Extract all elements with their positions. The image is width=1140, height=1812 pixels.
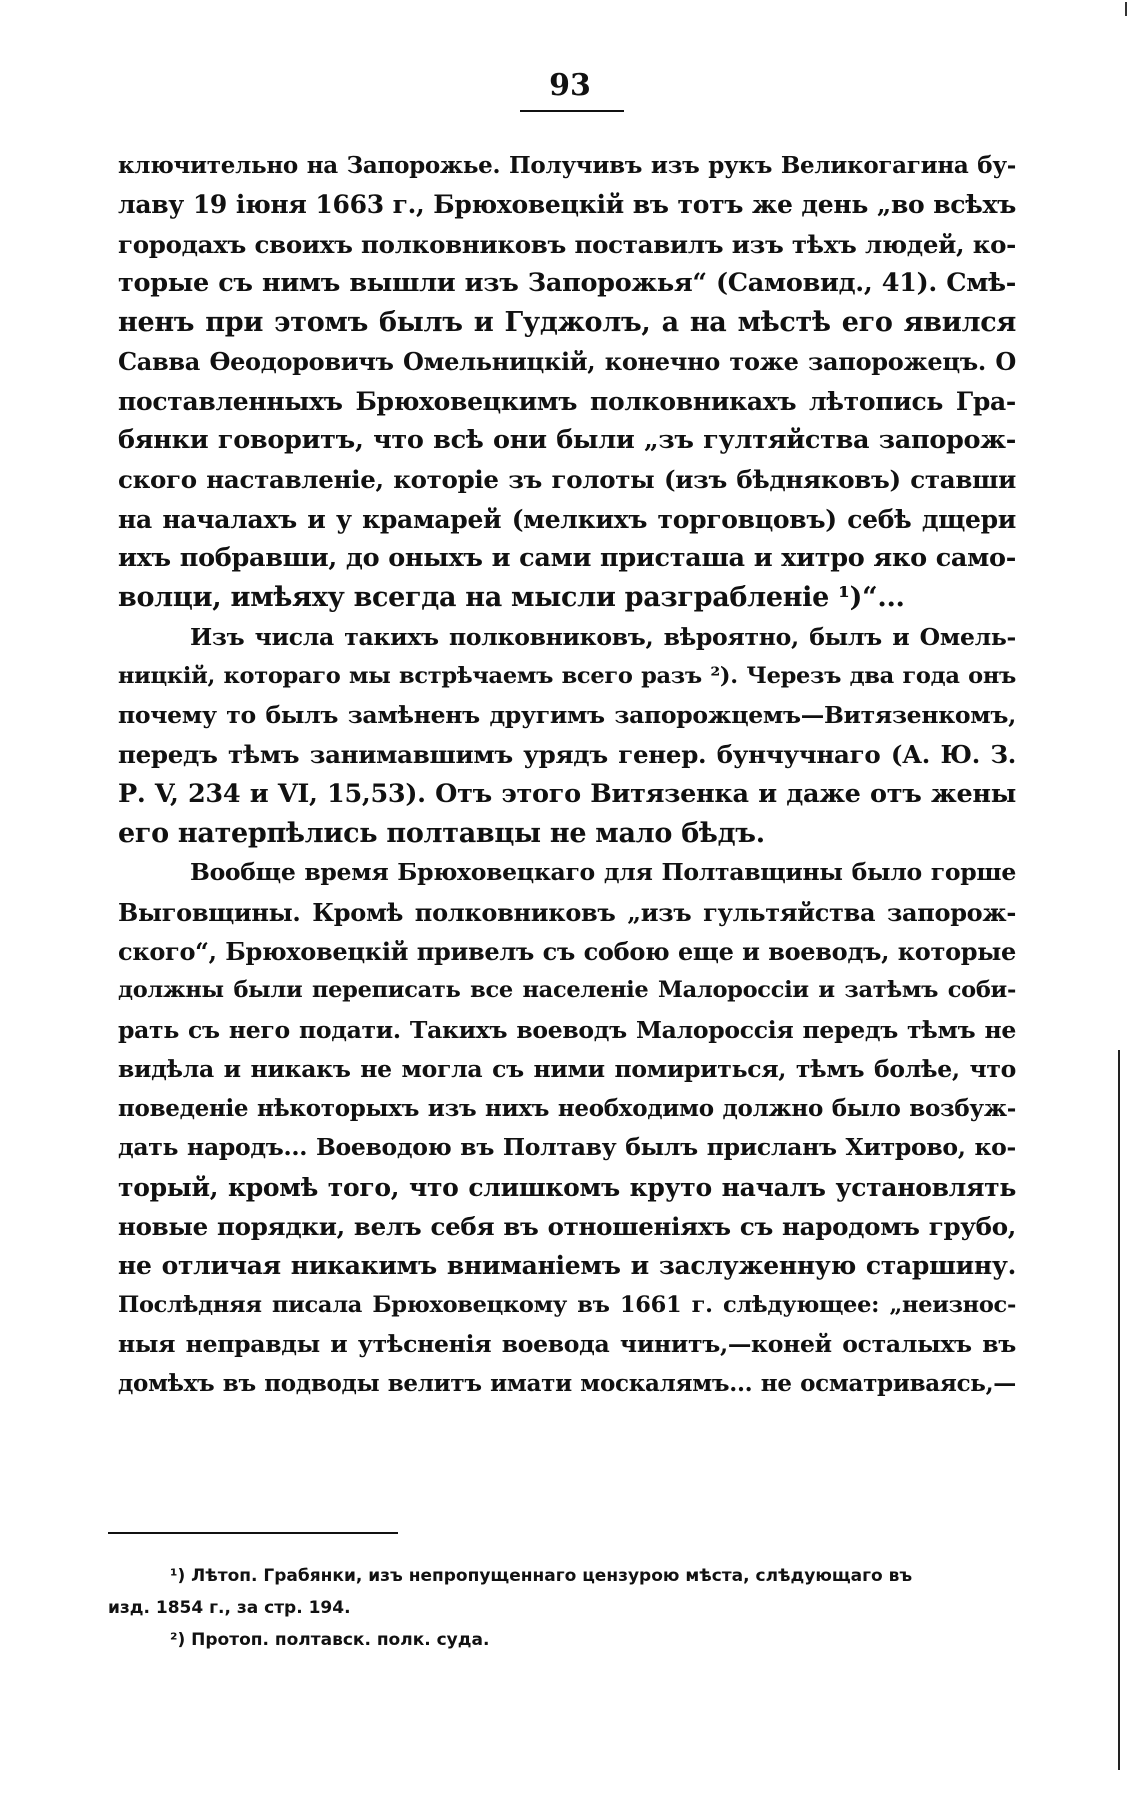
page-number: 93 (549, 68, 591, 103)
text-line: не отличая никакимъ вниманіемъ и заслуженную старшину. (118, 1251, 1016, 1281)
text-line: ского наставленіе, которіе зъ голоты (изъ бѣдняковъ) ставши (118, 465, 1016, 495)
text-line: почему то былъ замѣненъ другимъ запорожцемъ—Витязенкомъ, (118, 701, 1016, 730)
page-edge-line (1118, 1050, 1120, 1770)
page-number-underline (520, 110, 624, 112)
text-line: ского“, Брюховецкій привелъ съ собою еще и воеводъ, которые (118, 936, 1016, 966)
text-line: ныя неправды и утѣсненія воевода чинитъ,—коней осталыхъ въ (118, 1329, 1016, 1358)
scan-edge-mark (1125, 2, 1127, 16)
text-line: домѣхъ въ подводы велитъ имати москалямъ... не осматриваясь,— (118, 1370, 1016, 1398)
text-line: поставленныхъ Брюховецкимъ полковникахъ лѣтопись Гра- (118, 386, 1016, 416)
text-line: поведеніе нѣкоторыхъ изъ нихъ необходимо должно было возбуж- (118, 1095, 1016, 1123)
text-line: бянки говоритъ, что всѣ они были „зъ гултяйства запорож- (118, 425, 1016, 456)
text-line: Вообще время Брюховецкаго для Полтавщины было горше (190, 858, 1016, 887)
text-line: лаву 19 іюня 1663 г., Брюховецкій въ тотъ же день „во всѣхъ (118, 190, 1016, 220)
text-line: видѣла и никакъ не могла съ ними помириться, тѣмъ болѣе, что (118, 1054, 1016, 1083)
text-line: торый, кромѣ того, что слишкомъ круто началъ установлять (118, 1172, 1016, 1202)
footnote-2: ²) Протоп. полтавск. полк. суда. (170, 1630, 490, 1650)
text-line: Изъ числа такихъ полковниковъ, вѣроятно, былъ и Омель- (190, 622, 1016, 651)
footnotes (108, 1560, 1008, 1656)
text-line: дать народъ... Воеводою въ Полтаву былъ присланъ Хитрово, ко- (118, 1133, 1016, 1162)
text-line: передъ тѣмъ занимавшимъ урядъ генер. бунчучнаго (А. Ю. З. (118, 740, 1016, 770)
text-line: Выговщины. Кромѣ полковниковъ „изъ гультяйства запорож- (118, 897, 1016, 927)
text-line: на началахъ и у крамарей (мелкихъ торговцовъ) себѣ дщери (118, 504, 1016, 534)
text-line: Р. V, 234 и VI, 15,53). Отъ этого Витязенка и даже отъ жены (118, 778, 1016, 809)
body-text (118, 146, 1016, 1404)
text-line: ихъ побравши, до оныхъ и сами присташа и хитро яко само- (118, 542, 1016, 573)
text-line: городахъ своихъ полковниковъ поставилъ изъ тѣхъ людей, ко- (118, 229, 1016, 259)
footnote-1-continuation: изд. 1854 г., за стр. 194. (108, 1598, 351, 1618)
text-line: новые порядки, велъ себя въ отношеніяхъ съ народомъ грубо, (118, 1212, 1016, 1242)
text-line: волци, имѣяху всегда на мысли разграбленіе ¹)“... (118, 582, 905, 614)
text-line: рать съ него подати. Такихъ воеводъ Малороссія передъ тѣмъ не (118, 1015, 1016, 1044)
text-line: ненъ при этомъ былъ и Гуджолъ, а на мѣстѣ его явился (118, 307, 1016, 339)
text-line: Послѣдняя писала Брюховецкому въ 1661 г. слѣдующее: „неизнос- (118, 1291, 1016, 1318)
text-line: ницкій, котораго мы встрѣчаемъ всего разъ ²). Черезъ два года онъ (118, 662, 1016, 689)
text-line: ключительно на Запорожье. Получивъ изъ рукъ Великогагина бу- (118, 152, 1016, 179)
footnote-1: ¹) Лѣтоп. Грабянки, изъ непропущеннаго цензурою мѣста, слѣдующаго въ (170, 1566, 913, 1586)
footnote-separator (108, 1532, 398, 1534)
text-line: торые съ нимъ вышли изъ Запорожья“ (Самовид., 41). Смѣ- (118, 267, 1016, 298)
text-line: должны были переписать все населеніе Малороссіи и затѣмъ соби- (118, 977, 1016, 1004)
text-line: его натерпѣлись полтавцы не мало бѣдъ. (118, 818, 765, 850)
text-line: Савва Ѳеодоровичъ Омельницкій, конечно тоже запорожецъ. О (118, 347, 1016, 377)
